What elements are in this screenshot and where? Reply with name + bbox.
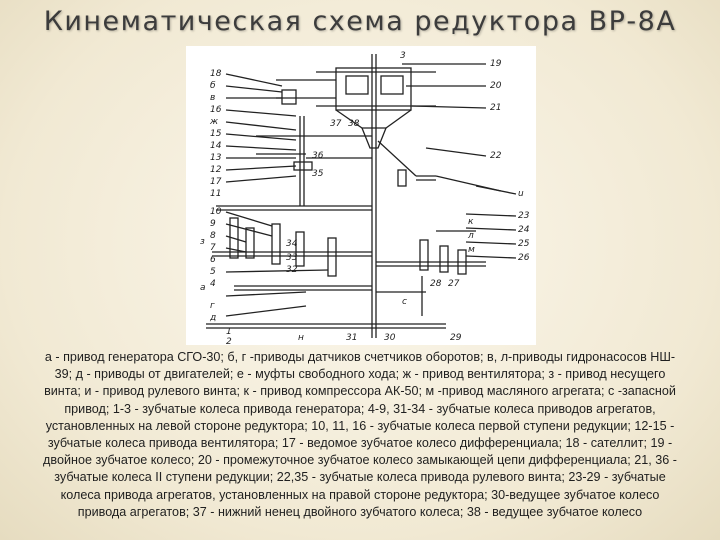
label-8: 8: [210, 231, 216, 241]
label-22: 22: [490, 151, 502, 161]
label-n: н: [298, 333, 304, 343]
label-33: 33: [286, 253, 298, 263]
label-a: а: [200, 283, 206, 293]
label-g: г: [210, 301, 215, 311]
caption-line: установленных на левой стороне редуктора; 10, 11, 16 - зубчатые колеса первой ступени редукции; 12-15 -: [45, 418, 675, 433]
label-12: 12: [210, 165, 222, 175]
label-u: u: [518, 189, 524, 199]
label-s: с: [402, 297, 407, 307]
label-38: 38: [348, 119, 360, 129]
label-34: 34: [286, 239, 298, 249]
label-b: б: [210, 81, 216, 91]
label-10: 10: [210, 207, 222, 217]
label-6: 6: [210, 255, 216, 265]
label-m: м: [468, 245, 475, 255]
label-36: 36: [312, 151, 324, 161]
label-30: 30: [384, 333, 396, 343]
label-24: 24: [518, 225, 530, 235]
caption-line: зубчатые колеса привода вентилятора; 17 - ведомое зубчатое колесо дифференциала; 18 - сателлит; 19 -: [47, 436, 673, 451]
label-32: 32: [286, 265, 298, 275]
label-18: 18: [210, 69, 222, 79]
label-9: 9: [210, 219, 216, 229]
label-zh: ж: [210, 117, 219, 127]
label-1: 1: [226, 327, 232, 337]
label-17: 17: [210, 177, 222, 187]
label-21: 21: [490, 103, 502, 113]
legend-caption: [8, 349, 712, 521]
label-11: 11: [210, 189, 222, 199]
label-7: 7: [210, 243, 216, 253]
caption-line: двойное зубчатое колесо; 20 - промежуточное зубчатое колесо замыкающей цепи дифференциала; 21, 36 -: [43, 453, 677, 468]
kinematic-scheme: [186, 46, 536, 345]
label-19: 19: [490, 59, 502, 69]
label-31: 31: [346, 333, 358, 343]
label-v: в: [210, 93, 216, 103]
label-25: 25: [518, 239, 530, 249]
label-27: 27: [448, 279, 460, 289]
label-20: 20: [490, 81, 502, 91]
label-37: 37: [330, 119, 342, 129]
label-3: 3: [400, 51, 406, 61]
label-d: д: [210, 313, 217, 323]
slide-title: Кинематическая схема редуктора ВР-8А: [43, 6, 677, 37]
label-4: 4: [210, 279, 216, 289]
label-16: 16: [210, 105, 222, 115]
label-15: 15: [210, 129, 222, 139]
caption-line: винта; и - привод рулевого винта; к - привод компрессора АК-50; м -привод масляного агрегата; с -запасной: [44, 384, 676, 399]
label-35: 35: [312, 169, 324, 179]
label-29: 29: [450, 333, 462, 343]
caption-line: 39; д - приводы от двигателей; е - муфты свободного хода; ж - привод вентилятора; з - привод несущего: [54, 367, 666, 382]
label-5: 5: [210, 267, 216, 277]
label-13: 13: [210, 153, 222, 163]
label-z: з: [200, 237, 205, 247]
label-28: 28: [430, 279, 442, 289]
caption-line: а - привод генератора СГО-30; б, г -приводы датчиков счетчиков оборотов; в, л-приводы гидронасосов НШ-: [44, 350, 676, 364]
caption-line: привод; 1-3 - зубчатые колеса привода генератора; 4-9, 31-34 - зубчатые колеса приводов агрегатов,: [64, 401, 656, 416]
label-2: 2: [226, 337, 232, 345]
caption-line: зубчатые колеса II ступени редукции; 22,35 - зубчатые колеса привода рулевого винта; 23-29 - зубчатые: [54, 470, 666, 485]
label-k: к: [468, 217, 474, 227]
caption-line: привода агрегатов; 37 - нижний ненец двойного зубчатого колеса; 38 - ведущее зубчатое колесо: [77, 504, 643, 519]
label-23: 23: [518, 211, 530, 221]
label-26: 26: [518, 253, 530, 263]
caption-line: колеса привода агрегатов, установленных на правой стороне редуктора; 30-ведущее зубчатое колесо: [60, 487, 660, 502]
label-14: 14: [210, 141, 222, 151]
label-l: л: [468, 231, 474, 241]
